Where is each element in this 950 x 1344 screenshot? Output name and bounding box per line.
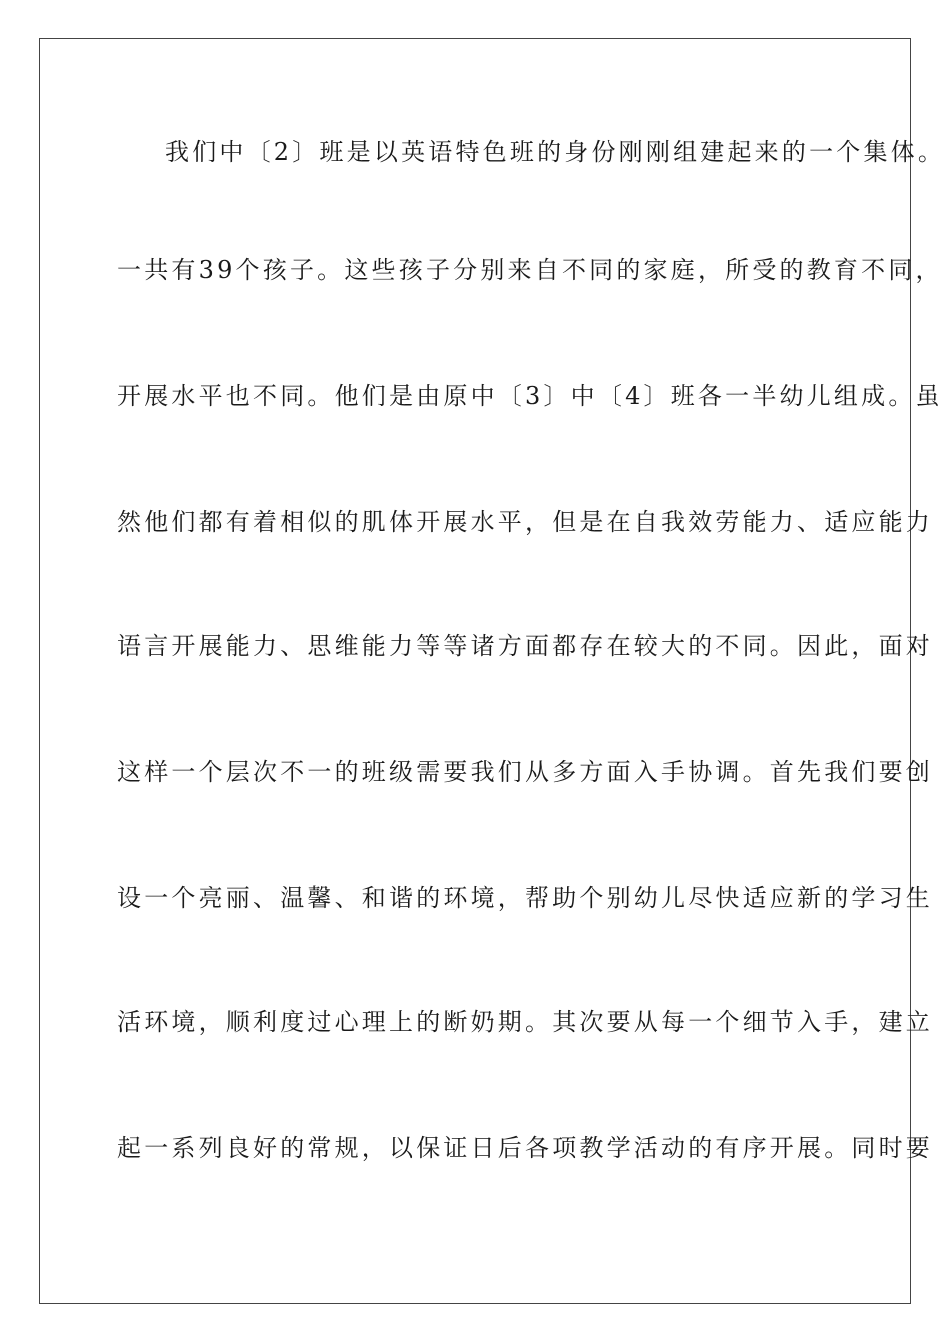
paragraph-line-5: 语言开展能力、思维能力等等诸方面都存在较大的不同。因此，面对 (117, 632, 933, 660)
page-border (39, 38, 946, 1304)
paragraph-line-4: 然他们都有着相似的肌体开展水平，但是在自我效劳能力、适应能力 (117, 508, 933, 536)
paragraph-line-8: 活环境，顺利度过心理上的断奶期。其次要从每一个细节入手，建立 (117, 1008, 933, 1036)
paragraph-line-2: 一共有39个孩子。这些孩子分别来自不同的家庭，所受的教育不同， (117, 256, 943, 284)
paragraph-line-6: 这样一个层次不一的班级需要我们从多方面入手协调。首先我们要创 (117, 758, 933, 786)
paragraph-line-3: 开展水平也不同。他们是由原中〔3〕中〔4〕班各一半幼儿组成。虽 (117, 382, 943, 410)
paragraph-line-7: 设一个亮丽、温馨、和谐的环境，帮助个别幼儿尽快适应新的学习生 (117, 884, 933, 912)
paragraph-line-1: 我们中〔2〕班是以英语特色班的身份刚刚组建起来的一个集体。 (165, 138, 946, 166)
paragraph-line-9: 起一系列良好的常规，以保证日后各项教学活动的有序开展。同时要 (117, 1134, 933, 1162)
